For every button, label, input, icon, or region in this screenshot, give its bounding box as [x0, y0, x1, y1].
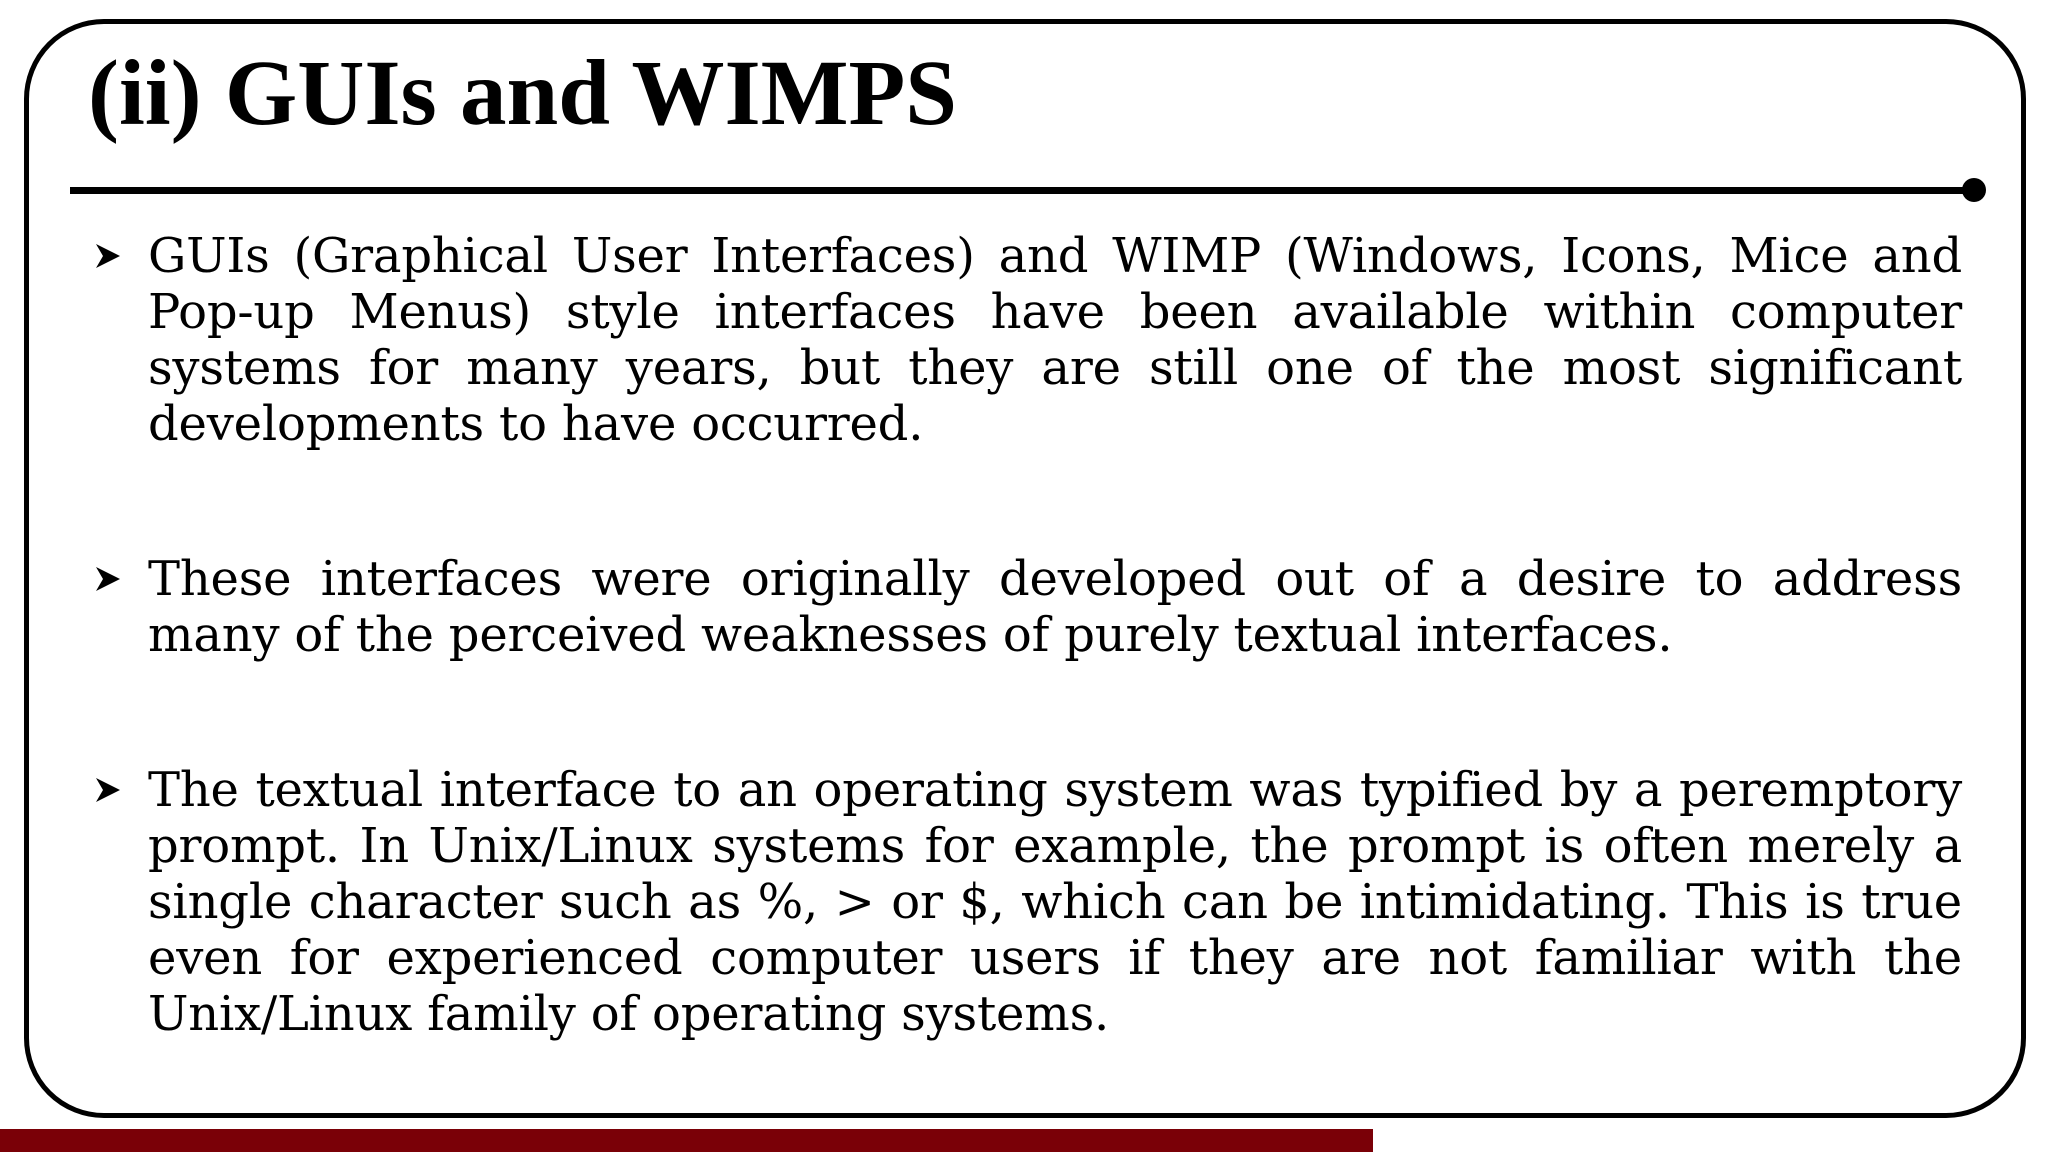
arrowhead-bullet-icon: [88, 762, 128, 818]
bullet-text: GUIs (Graphical User Interfaces) and WIMP (Windows, Icons, Mice and Pop-up Menus) style interfaces have been available within computer systems for many years, but they are still one of the most significant developments to have occurred.: [148, 228, 1962, 452]
bullet-text: The textual interface to an operating system was typified by a peremptory prompt. In Unix/Linux systems for example, the prompt is often merely a single character such as %, > or $, which can be intimidating. This is true even for experienced computer users if they are not familiar with the Unix/Linux family of operating systems.: [148, 762, 1962, 1042]
title-divider: [70, 187, 1974, 194]
bullet-text: These interfaces were originally developed out of a desire to address many of the perceived weaknesses of purely textual interfaces.: [148, 551, 1962, 663]
bullet-item: [88, 228, 1962, 452]
arrowhead-bullet-icon: [88, 228, 128, 284]
bullet-item: [88, 762, 1962, 1042]
bullet-list: [88, 228, 1962, 1042]
accent-bar: [0, 1129, 1373, 1152]
divider-end-dot: [1962, 178, 1986, 202]
slide-title: (ii) GUIs and WIMPS: [88, 42, 958, 145]
bullet-item: [88, 551, 1962, 663]
arrowhead-bullet-icon: [88, 551, 128, 607]
